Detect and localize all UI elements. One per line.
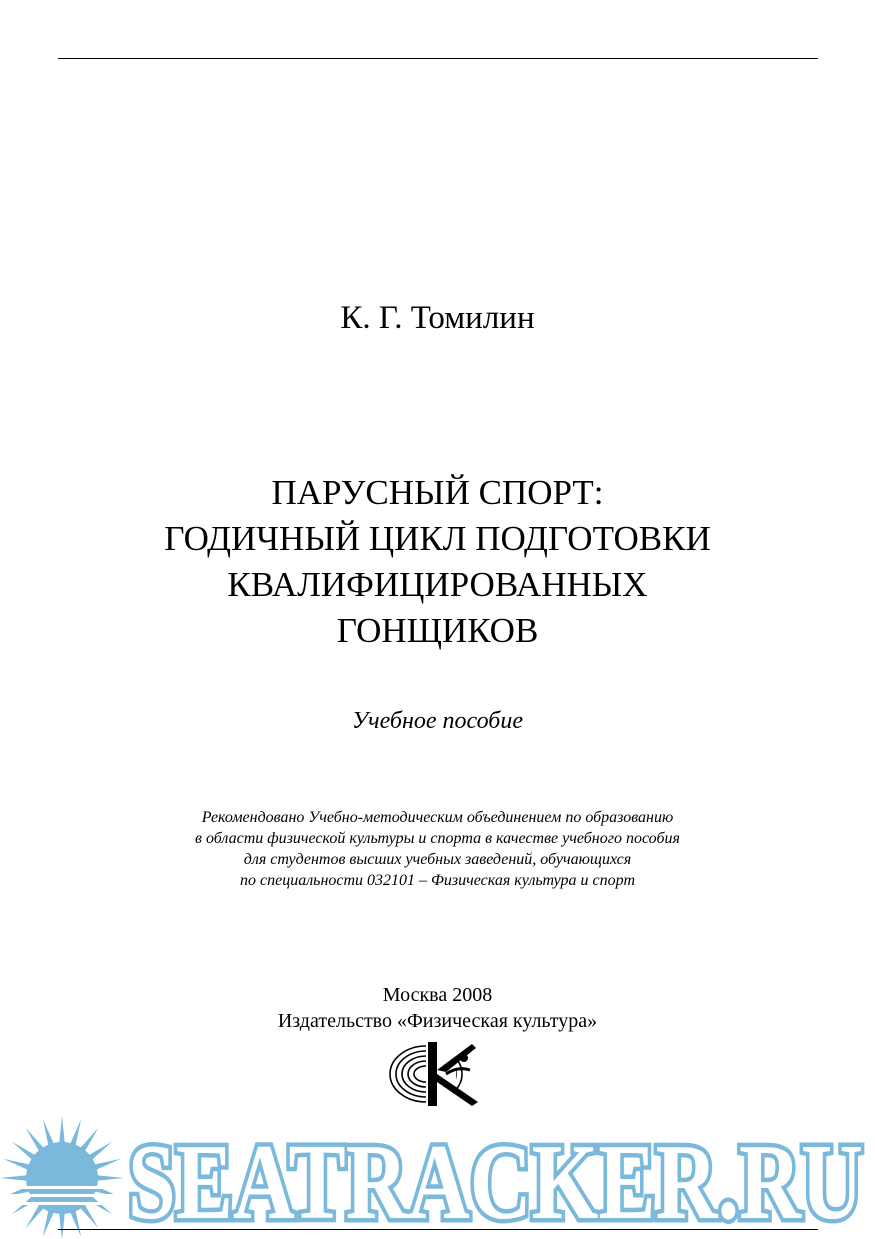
book-title	[0, 470, 875, 654]
watermark-text: SEATRACKER.RU	[128, 1123, 863, 1238]
title-line: ГОНЩИКОВ	[336, 611, 539, 650]
sun-band	[0, 1194, 124, 1197]
recommendation-line: по специальности 032101 – Физическая культура и спорт	[239, 872, 635, 889]
recommendation-line: Рекомендовано Учебно-методическим объединением по образованию	[201, 809, 674, 826]
publisher-logo-icon	[386, 1040, 490, 1106]
title-line: КВАЛИФИЦИРОВАННЫХ	[227, 565, 648, 604]
title-line: ПАРУСНЫЙ СПОРТ:	[271, 473, 604, 512]
sun-icon	[0, 1116, 124, 1238]
recommendation-line: для студентов высших учебных заведений, обучающихся	[243, 851, 632, 868]
sun-band	[0, 1186, 124, 1189]
recommendation-text	[0, 807, 875, 891]
author: К. Г. Томилин	[340, 300, 535, 336]
subtitle: Учебное пособие	[351, 708, 524, 734]
watermark	[0, 1108, 875, 1238]
city-year: Москва 2008	[382, 984, 493, 1006]
publisher-name: Издательство «Физическая культура»	[277, 1010, 598, 1032]
bottom-rule	[58, 1229, 818, 1230]
top-rule	[58, 58, 818, 59]
recommendation-line: в области физической культуры и спорта в качестве учебного пособия	[195, 830, 680, 847]
sun-band	[0, 1202, 124, 1205]
title-line: ГОДИЧНЫЙ ЦИКЛ ПОДГОТОВКИ	[164, 519, 711, 558]
